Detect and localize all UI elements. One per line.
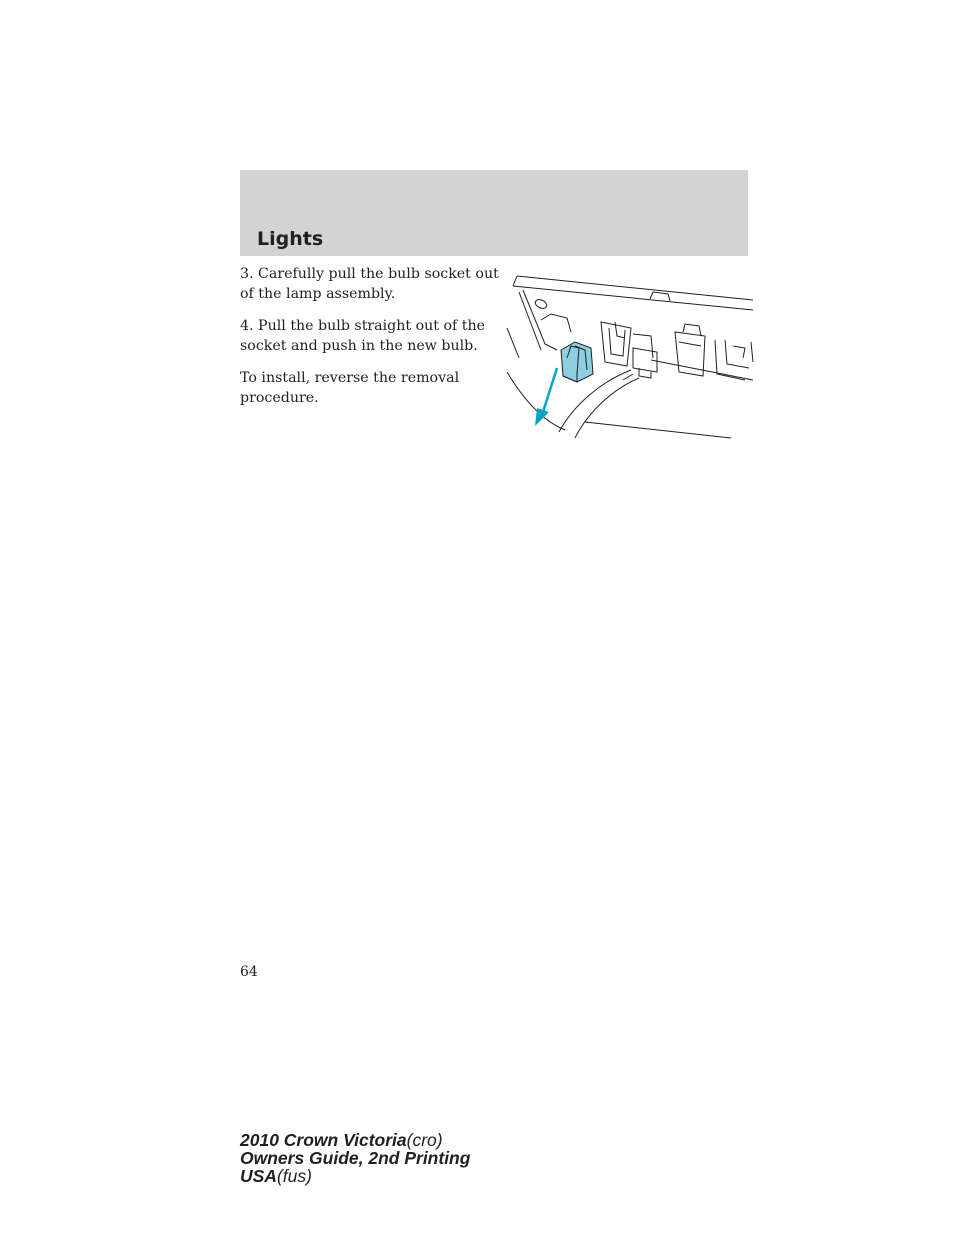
bulb-socket-illustration (505, 262, 755, 442)
section-header (240, 170, 748, 256)
page-number: 64 (240, 964, 258, 980)
step-3: 3. Carefully pull the bulb socket out of the lamp assembly. (240, 266, 499, 302)
instruction-text (240, 264, 500, 420)
footer-market-code: (fus) (276, 1166, 312, 1186)
install-note: To install, reverse the removal procedure. (240, 370, 460, 406)
section-title: Lights (257, 228, 324, 250)
footer-line-3 (240, 1167, 470, 1185)
footer-model: 2010 Crown Victoria (240, 1130, 407, 1150)
footer-guide: Owners Guide, 2nd Printing (240, 1148, 471, 1168)
removal-arrow-icon (535, 368, 557, 426)
step-4: 4. Pull the bulb straight out of the socket and push in the new bulb. (240, 318, 486, 354)
document-footer (240, 1131, 470, 1185)
footer-model-code: (cro) (406, 1130, 443, 1150)
footer-line-1 (240, 1131, 470, 1149)
bulb-socket (561, 342, 593, 382)
footer-line-2 (240, 1149, 470, 1167)
footer-market: USA (240, 1166, 277, 1186)
